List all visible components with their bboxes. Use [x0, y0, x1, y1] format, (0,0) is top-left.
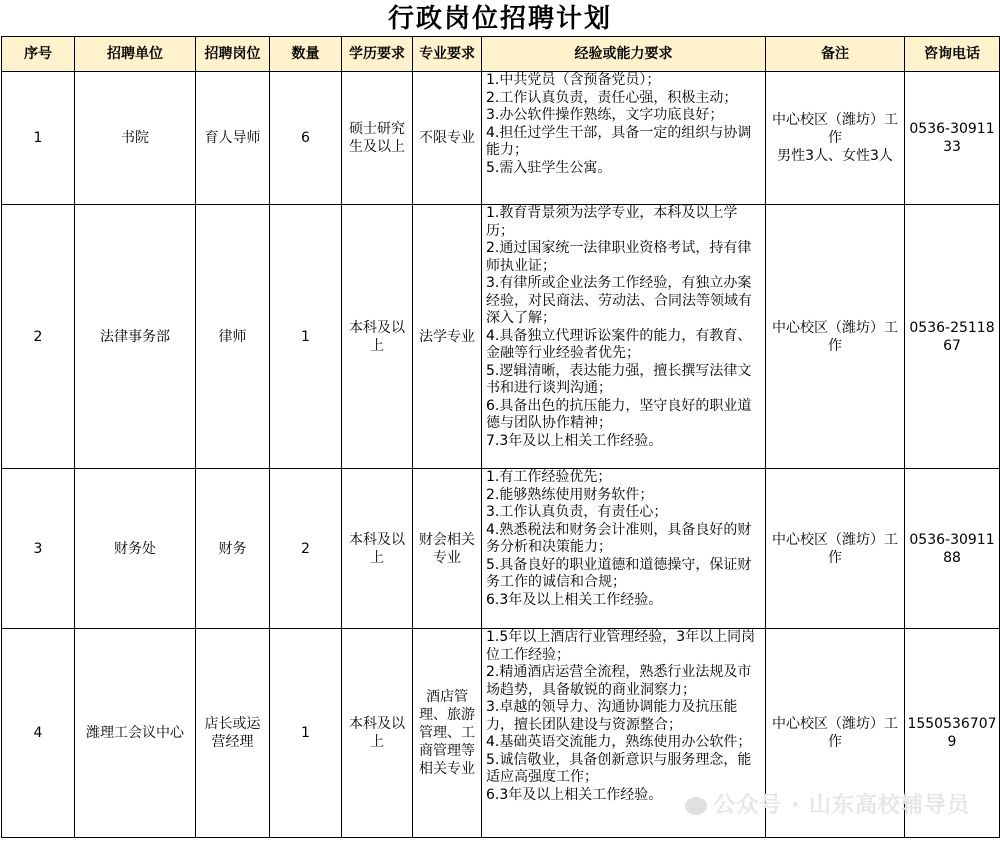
cell-phone: 0536-3091133	[905, 72, 1000, 205]
requirement-item: 5.具备良好的职业道德和道德操守，保证财务工作的诚信和合规；	[486, 556, 752, 590]
cell-requirements	[482, 469, 766, 629]
cell-remark: 中心校区（潍坊）工作	[766, 469, 905, 629]
cell-education: 本科及以上	[342, 469, 413, 629]
requirement-item: 4.熟悉税法和财务会计准则，具备良好的财务分析和决策能力；	[486, 521, 752, 555]
cell-unit: 潍理工会议中心	[75, 629, 196, 838]
cell-unit: 财务处	[75, 469, 196, 629]
cell-education: 硕士研究生及以上	[342, 72, 413, 205]
cell-position: 律师	[196, 205, 270, 469]
cell-no: 4	[2, 629, 75, 838]
cell-requirements	[482, 205, 766, 469]
watermark	[685, 788, 970, 819]
requirement-item: 1.教育背景须为法学专业，本科及以上学历；	[486, 205, 738, 239]
cell-phone: 0536-3091188	[905, 469, 1000, 629]
requirement-item: 7.3年及以上相关工作经验。	[486, 432, 663, 449]
cell-requirements	[482, 72, 766, 205]
requirement-item: 4.担任过学生干部，具备一定的组织与协调能力；	[486, 124, 752, 158]
cell-unit: 法律事务部	[75, 205, 196, 469]
header-col-phone: 咨询电话	[905, 37, 1000, 72]
requirement-item: 3.有律所或企业法务工作经验，有独立办案经验，对民商法、劳动法、合同法等领域有深入了解；	[486, 275, 752, 326]
requirement-item: 6.3年及以上相关工作经验。	[486, 591, 663, 608]
cell-major: 不限专业	[413, 72, 482, 205]
cell-position: 财务	[196, 469, 270, 629]
requirement-item: 6.3年及以上相关工作经验。	[486, 786, 663, 803]
requirement-item: 5.诚信敬业，具备创新意识与服务理念，能适应高强度工作；	[486, 751, 752, 785]
cell-unit: 书院	[75, 72, 196, 205]
header-col-count: 数量	[270, 37, 342, 72]
cell-count: 1	[270, 205, 342, 469]
watermark-text: 公众号 · 山东高校辅导员	[713, 793, 970, 818]
cell-no: 2	[2, 205, 75, 469]
requirement-item: 3.工作认真负责，有责任心；	[486, 504, 668, 520]
cell-position: 育人导师	[196, 72, 270, 205]
header-col-unit: 招聘单位	[75, 37, 196, 72]
requirement-item: 2.能够熟练使用财务软件；	[486, 486, 654, 503]
cell-count: 2	[270, 469, 342, 629]
requirement-item: 1.有工作经验优先；	[486, 469, 612, 485]
cell-education: 本科及以上	[342, 629, 413, 838]
cell-major: 财会相关专业	[413, 469, 482, 629]
cell-major: 法学专业	[413, 205, 482, 469]
wechat-icon	[685, 797, 707, 815]
cell-remark: 中心校区（潍坊）工作 男性3人、女性3人	[766, 72, 905, 205]
cell-count: 6	[270, 72, 342, 205]
table-row	[2, 72, 1000, 205]
cell-major: 酒店管理、旅游管理、工商管理等相关专业	[413, 629, 482, 838]
cell-education: 本科及以上	[342, 205, 413, 469]
cell-phone: 0536-2511867	[905, 205, 1000, 469]
cell-remark: 中心校区（潍坊）工作	[766, 205, 905, 469]
requirement-item: 2.精通酒店运营全流程，熟悉行业法规及市场趋势，具备敏锐的商业洞察力；	[486, 664, 752, 698]
header-col-requirements: 经验或能力要求	[482, 37, 766, 72]
requirement-item: 1.中共党员（含预备党员）；	[486, 72, 661, 88]
table-body	[2, 72, 1000, 838]
requirement-item: 1.5年以上酒店行业管理经验，3年以上同岗位工作经验；	[486, 629, 756, 663]
requirement-item: 3.卓越的领导力、沟通协调能力及抗压能力，擅长团队建设与资源整合；	[486, 699, 738, 733]
cell-no: 1	[2, 72, 75, 205]
cell-phone: 15505367079	[905, 629, 1000, 838]
page-title: 行政岗位招聘计划	[387, 4, 612, 34]
requirement-item: 5.逻辑清晰，表达能力强，擅长撰写法律文书和进行谈判沟通；	[486, 362, 752, 396]
requirement-item: 6.具备出色的抗压能力，坚守良好的职业道德与团队协作精神；	[486, 397, 752, 431]
table-row	[2, 469, 1000, 629]
requirement-item: 4.基础英语交流能力，熟练使用办公软件；	[486, 734, 752, 750]
header-col-education: 学历要求	[342, 37, 413, 72]
requirement-item: 5.需入驻学生公寓。	[486, 159, 612, 176]
cell-remark: 中心校区（潍坊）工作	[766, 629, 905, 838]
header-col-no: 序号	[2, 37, 75, 72]
header-col-major: 专业要求	[413, 37, 482, 72]
cell-position: 店长或运营经理	[196, 629, 270, 838]
header-col-position: 招聘岗位	[196, 37, 270, 72]
header-row	[2, 37, 1000, 72]
cell-no: 3	[2, 469, 75, 629]
requirement-item: 2.工作认真负责，责任心强，积极主动；	[486, 89, 738, 106]
header-col-remark: 备注	[766, 37, 905, 72]
requirement-item: 4.具备独立代理诉讼案件的能力，有教育、金融等行业经验者优先；	[486, 327, 752, 361]
cell-count: 1	[270, 629, 342, 838]
requirement-item: 3.办公软件操作熟练，文字功底良好；	[486, 107, 724, 123]
table-row	[2, 205, 1000, 469]
requirement-item: 2.通过国家统一法律职业资格考试，持有律师执业证；	[486, 240, 752, 274]
recruitment-table	[1, 36, 1000, 838]
